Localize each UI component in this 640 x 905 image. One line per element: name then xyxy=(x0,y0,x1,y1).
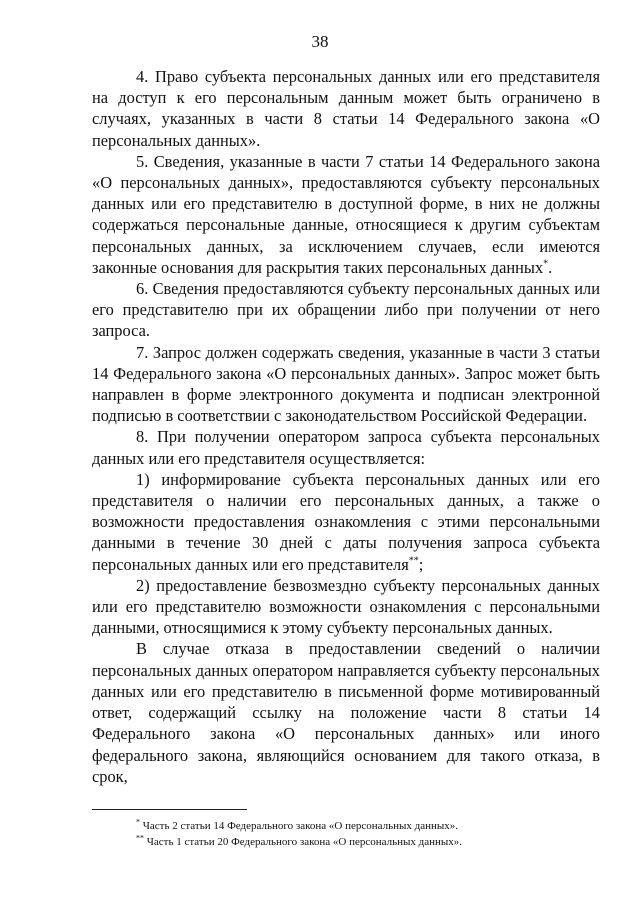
footnotes xyxy=(136,818,576,850)
paragraph-6: 6. Сведения предоставляются субъекту персональных данных или его представителю при их обращении либо при получении от него запроса. xyxy=(92,279,600,341)
paragraph-4: 4. Право субъекта персональных данных или его представителя на доступ к его персональным данным может быть ограничено в случаях, указанных в части 8 статьи 14 Федерального закона «О персональных данных». xyxy=(92,67,600,150)
page-number: 38 xyxy=(311,32,329,51)
paragraph-5: 5. Сведения, указанные в части 7 статьи 14 Федерального закона «О персональных данных», предоставляются субъекту персональных данных или его представителю в доступной форме, в них не должны содержаться персональные данные, относящиеся к другим субъектам персональных данных, за исключением случаев, если имеются законные основания для раскрытия таких персональных данных*. xyxy=(92,151,600,277)
paragraph-8: 8. При получении оператором запроса субъекта персональных данных или его представителя осуществляется: xyxy=(92,427,600,468)
footnote-mark-1: * xyxy=(543,258,549,270)
footnote-mark-2: ** xyxy=(408,555,419,567)
paragraph-7: 7. Запрос должен содержать сведения, указанные в части 3 статьи 14 Федерального закона «О персональных данных». Запрос может быть направлен в форме электронного документа и подписан электронной подписью в соответствии с законодательством Российской Федерации. xyxy=(92,342,600,426)
footnote-divider xyxy=(92,809,247,810)
paragraph-8-item-2: 2) предоставление безвозмездно субъекту персональных данных или его представителю возможности ознакомления с персональными данными, относящимися к этому субъекту персональных данных. xyxy=(92,575,600,638)
paragraph-refusal: В случае отказа в предоставлении сведений о наличии персональных данных оператором направляется субъекту персональных данных или его представителю в письменной форме мотивированный ответ, содержащий ссылку на положение части 8 статьи 14 Федерального закона «О персональных данных» или иного федерального закона, являющийся основанием для такого отказа, в срок, xyxy=(92,639,600,786)
document-body xyxy=(92,66,600,787)
footnote-2: ** Часть 1 статьи 20 Федерального закона «О персональных данных». xyxy=(136,833,463,848)
paragraph-8-item-1: 1) информирование субъекта персональных данных или его представителя о наличии его персональных данных, а также о возможности предоставления ознакомления с этими персональными данными в течение 30 дней с даты получения запроса субъекта персональных данных или его представителя**; xyxy=(92,469,600,574)
footnote-1: * Часть 2 статьи 14 Федерального закона «О персональных данных». xyxy=(136,817,459,832)
